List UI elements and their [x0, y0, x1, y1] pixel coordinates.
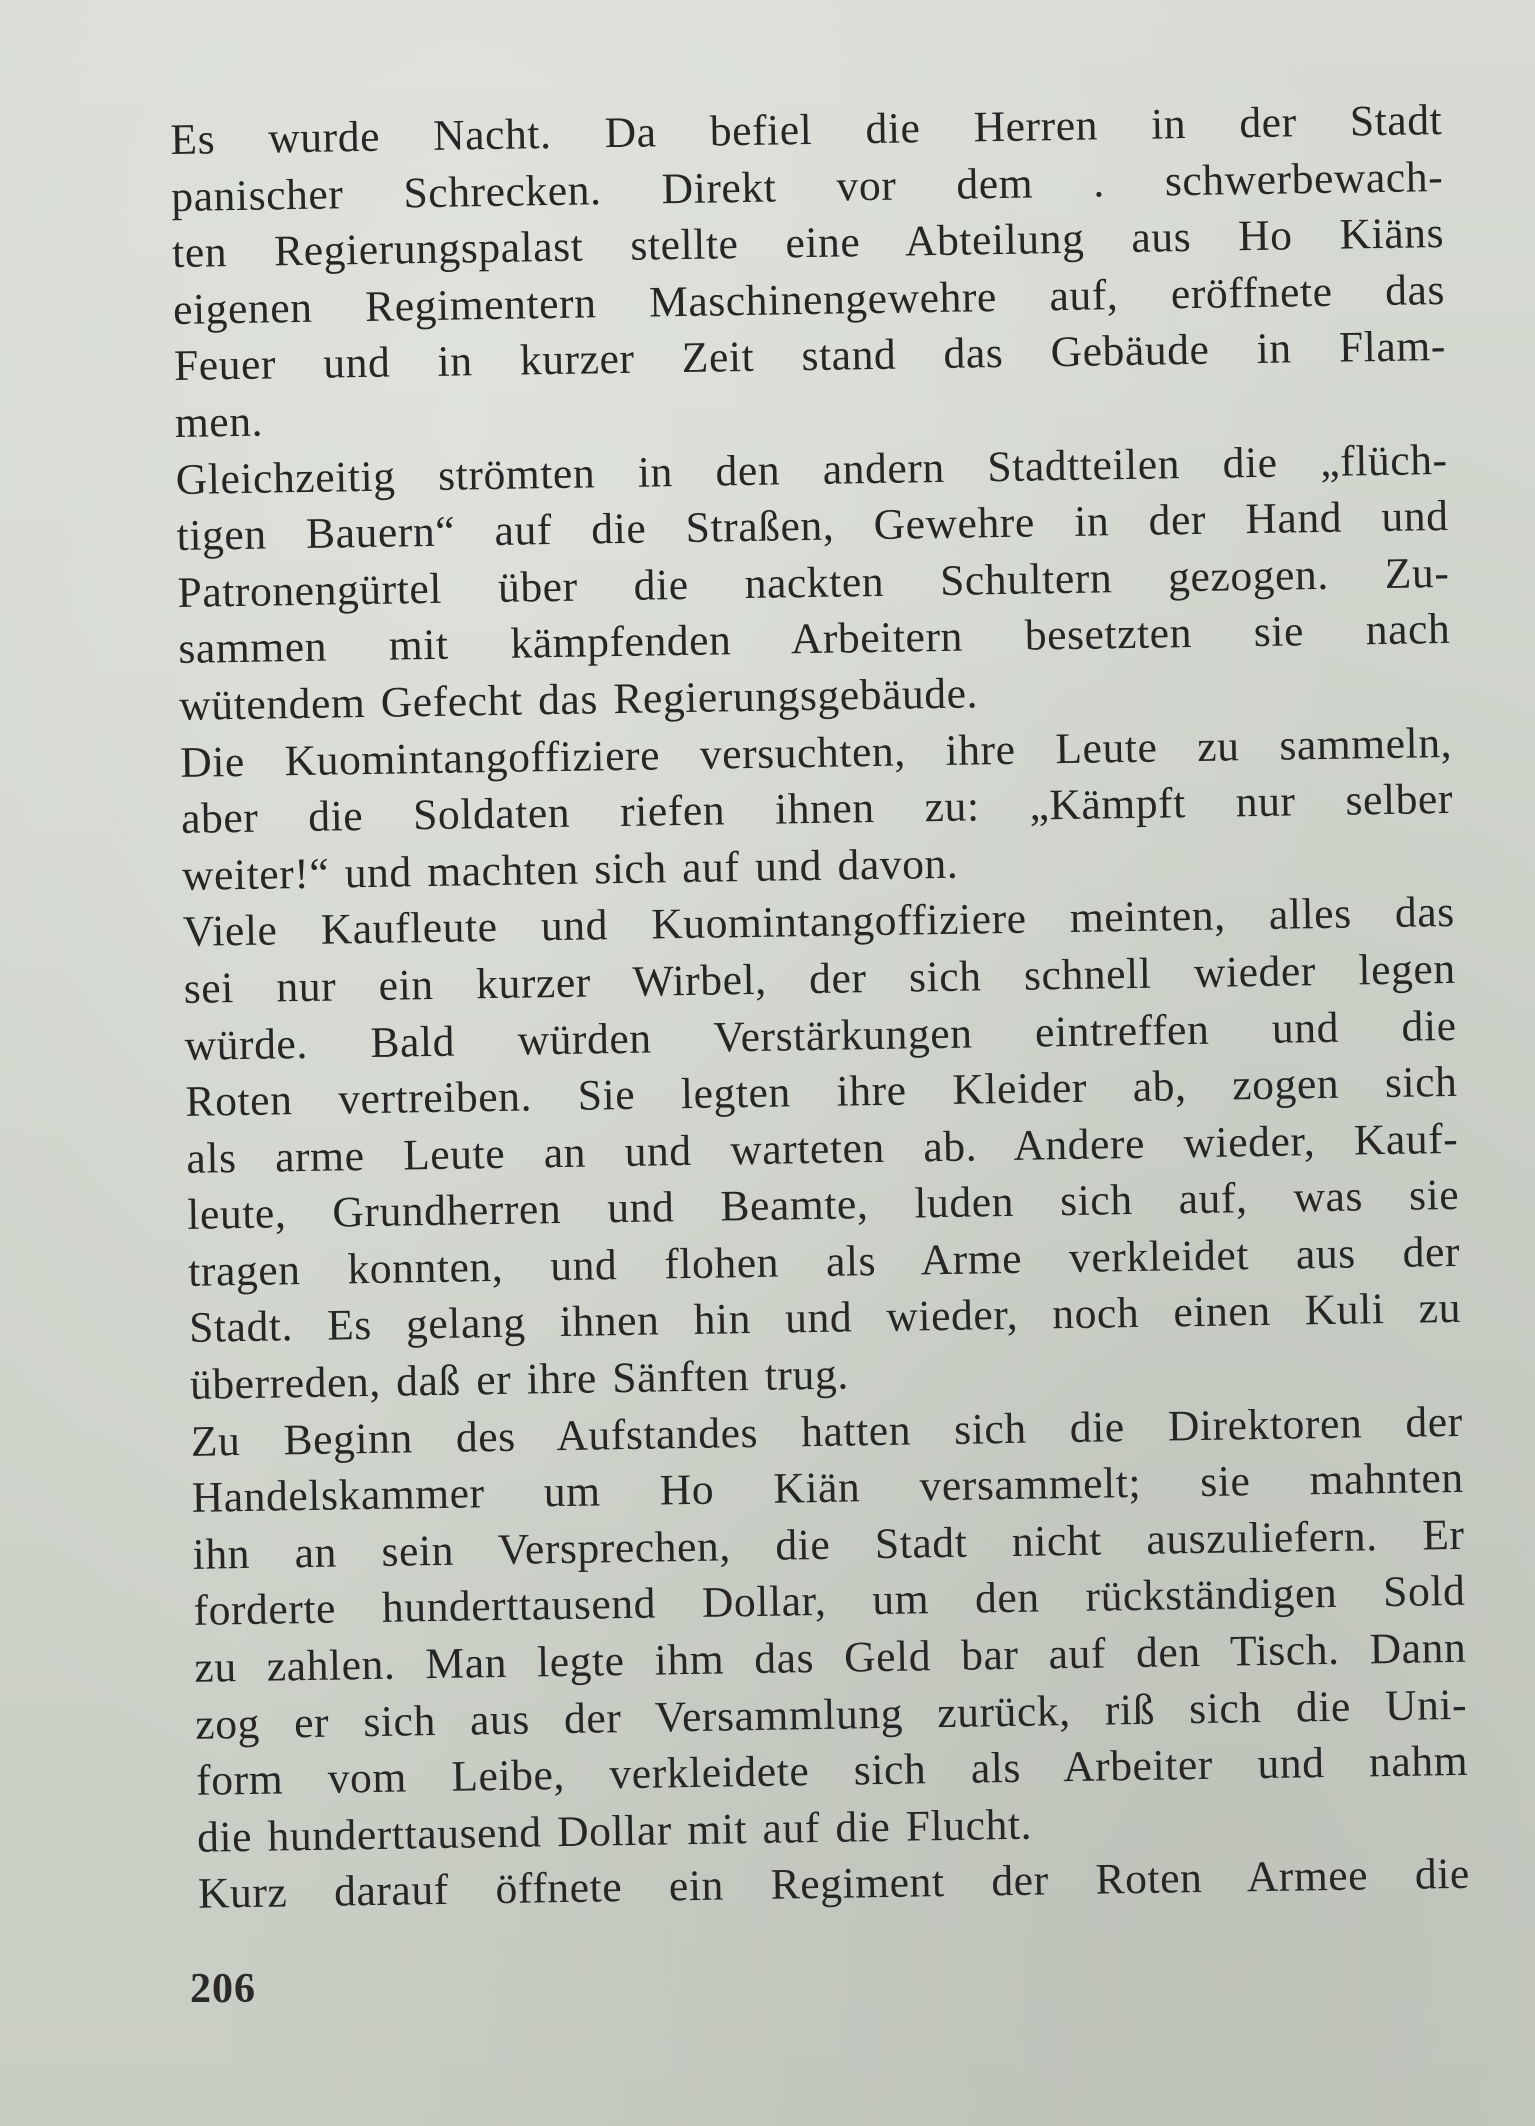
paragraph-4 [182, 884, 1462, 1413]
text-line: Kurz darauf öffnete ein Regiment der Roten Armee die [197, 1850, 1471, 1919]
text-line: überreden, daß er ihre Sänften trug. [189, 1350, 850, 1409]
text-line: Gleichzeitig strömten in den andern Stadtteilen die „flüch- [175, 435, 1448, 504]
paragraph-2 [175, 432, 1451, 735]
text-line: tigen Bauern“ auf die Straßen, Gewehre in der Hand und [176, 492, 1449, 561]
text-line: Patronengürtel über die nackten Schultern gezogen. Zu- [177, 548, 1450, 617]
text-line: ihn an sein Versprechen, die Stadt nicht auszuliefern. Er [192, 1510, 1465, 1579]
text-line: men. [174, 397, 264, 447]
text-line: aber die Soldaten riefen ihnen zu: „Kämpft nur selber [180, 775, 1454, 844]
text-line: tragen konnten, und flohen als Arme verkleidet aus der [187, 1227, 1461, 1296]
text-line: Feuer und in kurzer Zeit stand das Gebäude in Flam- [173, 322, 1447, 391]
text-line: Zu Beginn des Aufstandes hatten sich die Direktoren der [190, 1397, 1464, 1466]
text-line: eigenen Regimentern Maschinengewehre auf, eröffnete das [172, 265, 1446, 334]
text-line: Handelskammer um Ho Kiän versammelt; sie mahnten [191, 1454, 1464, 1523]
text-line: Die Kuomintangoffiziere versuchten, ihre Leute zu sammeln, [179, 718, 1453, 787]
text-line: die hunderttausend Dollar mit auf die Flucht. [196, 1800, 1033, 1862]
text-line: würde. Bald würden Verstärkungen eintreffen und die [184, 1001, 1457, 1070]
text-line: form vom Leibe, verkleidete sich als Arbeiter und nahm [195, 1737, 1469, 1806]
text-line: ten Regierungspalast stellte eine Abteilung aus Ho Kiäns [171, 209, 1445, 278]
text-line: zu zahlen. Man legte ihm das Geld bar auf den Tisch. Dann [194, 1623, 1467, 1692]
text-line: Stadt. Es gelang ihnen hin und wieder, noch einen Kuli zu [188, 1284, 1462, 1353]
text-line: weiter!“ und machten sich auf und davon. [181, 839, 959, 900]
text-line: als arme Leute an und warteten ab. Andere wieder, Kauf- [186, 1114, 1459, 1183]
text-line: sei nur ein kurzer Wirbel, der sich schnell wieder legen [183, 944, 1456, 1013]
paragraph-1 [170, 92, 1447, 452]
text-line: Es wurde Nacht. Da befiel die Herren in der Stadt [170, 96, 1443, 164]
paragraph-3 [180, 714, 1455, 904]
body-text [170, 92, 1470, 1923]
paragraph-5 [190, 1394, 1469, 1867]
text-line: wütendem Gefecht das Regierungsgebäude. [178, 669, 979, 730]
text-line: Viele Kaufleute und Kuomintangoffiziere meinten, alles das [182, 888, 1456, 957]
page-number: 206 [190, 1966, 256, 2012]
text-line: sammen mit kämpfenden Arbeitern besetzten sie nach [178, 605, 1451, 674]
text-line: forderte hunderttausend Dollar, um den rückständigen Sold [193, 1567, 1466, 1636]
text-line: leute, Grundherren und Beamte, luden sich auf, was sie [186, 1171, 1460, 1240]
text-line: zog er sich aus der Versammlung zurück, riß sich die Uni- [194, 1680, 1468, 1749]
text-line: Roten vertreiben. Sie legten ihre Kleider ab, zogen sich [185, 1057, 1458, 1126]
text-line: panischer Schrecken. Direkt vor dem . schwerbewach- [170, 152, 1444, 221]
